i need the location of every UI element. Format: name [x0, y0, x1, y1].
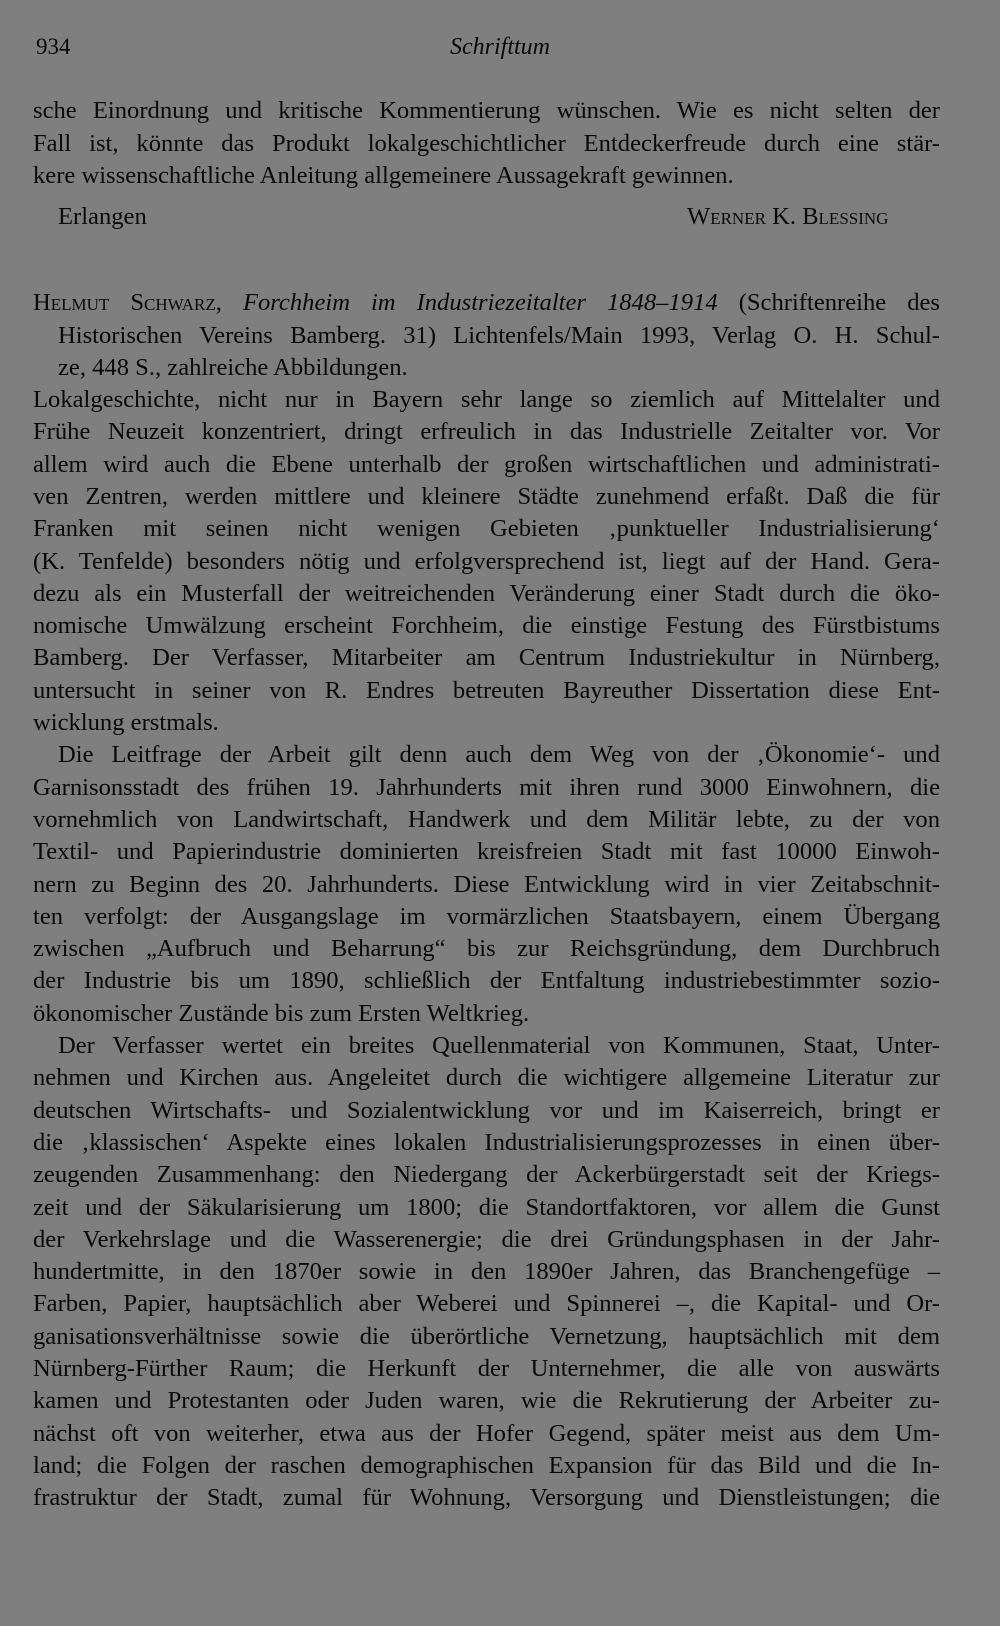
text-line: Der Verfasser wertet ein breites Quellenmaterial von Kommunen, Staat, Unter- [58, 1032, 940, 1059]
text-line: die ‚klassischen‘ Aspekte eines lokalen Industrialisierungsprozesses in einen über- [33, 1128, 940, 1156]
text-line: ökonomischer Zustände bis zum Ersten Weltkrieg. [33, 999, 530, 1027]
text-line: Bamberg. Der Verfasser, Mitarbeiter am Centrum Industriekultur in Nürnberg, [33, 644, 940, 672]
text-line: kere wissenschaftliche Anleitung allgemeinere Aussagekraft gewinnen. [33, 162, 734, 189]
text-line: Nürnberg-Fürther Raum; die Herkunft der Unternehmer, die alle von auswärts [33, 1355, 940, 1382]
text-line: untersucht in seiner von R. Endres betreuten Bayreuther Dissertation diese Ent- [33, 676, 940, 704]
text-line: wicklung erstmals. [33, 709, 219, 736]
reviewer-name: Werner K. Blessing [687, 203, 889, 230]
text-line: allem wird auch die Ebene unterhalb der großen wirtschaftlichen und administrati- [33, 450, 940, 478]
text-line: kamen und Protestanten oder Juden waren, wie die Rekrutierung der Arbeiter zu- [33, 1387, 940, 1415]
text-line: Franken mit seinen nicht wenigen Gebieten ‚punktueller Industrialisierung‘ [33, 515, 940, 543]
text-line: sche Einordnung und kritische Kommentierung wünschen. Wie es nicht selten der [33, 97, 940, 124]
text-line: hundertmitte, in den 1870er sowie in den 1890er Jahren, das Branchengefüge – [33, 1258, 940, 1286]
text-line: deutschen Wirtschafts- und Sozialentwicklung vor und im Kaiserreich, bringt er [33, 1096, 940, 1124]
entry-title: Forchheim im Industriezeitalter 1848–1914 [242, 289, 718, 316]
text-line: land; die Folgen der raschen demographischen Expansion für das Bild und die In- [33, 1451, 940, 1479]
bibliographic-entry [33, 288, 940, 318]
entry-line: ze, 448 S., zahlreiche Abbildungen. [58, 354, 408, 381]
text-line: zeugenden Zusammenhang: den Niedergang der Ackerbürgerstadt seit der Kriegs- [33, 1161, 940, 1189]
review-place: Erlangen [58, 203, 147, 230]
text-line: der Verkehrslage und die Wasserenergie; die drei Gründungsphasen in der Jahr- [33, 1225, 940, 1253]
text-line: nomische Umwälzung erscheint Forchheim, die einstige Festung des Fürstbistums [33, 612, 940, 640]
text-line: Farben, Papier, hauptsächlich aber Weberei und Spinnerei –, die Kapital- und Or- [33, 1290, 940, 1318]
text-line: frastruktur der Stadt, zumal für Wohnung, Versorgung und Dienstleistungen; die [33, 1484, 940, 1512]
running-title: Schrifttum [450, 34, 550, 60]
text-line: zeit und der Säkularisierung um 1800; die Standortfaktoren, vor allem die Gunst [33, 1193, 940, 1221]
text-line: vornehmlich von Landwirtschaft, Handwerk und dem Militär lebte, zu der von [33, 805, 940, 833]
text-line: zwischen „Aufbruch und Beharrung“ bis zur Reichsgründung, dem Durchbruch [33, 935, 940, 963]
text-line: Textil- und Papierindustrie dominierten kreisfreien Stadt mit fast 10000 Einwoh- [33, 838, 940, 866]
text-line: ven Zentren, werden mittlere und kleinere Städte zunehmend erfaßt. Daß die für [33, 482, 940, 510]
text-line: nehmen und Kirchen aus. Angeleitet durch die wichtigere allgemeine Literatur zur [33, 1064, 940, 1092]
text-line: nächst oft von weiterher, etwa aus der Hofer Gegend, später meist aus dem Um- [33, 1419, 940, 1447]
text-line: Garnisonsstadt des frühen 19. Jahrhunderts mit ihren rund 3000 Einwohnern, die [33, 773, 940, 801]
entry-series: (Schriftenreihe des [738, 289, 940, 316]
text-line: ganisationsverhältnisse sowie die überörtliche Vernetzung, hauptsächlich mit dem [33, 1322, 940, 1350]
entry-author: Helmut Schwarz, [33, 289, 222, 316]
text-line: dezu als ein Musterfall der weitreichenden Veränderung einer Stadt durch die öko- [33, 579, 940, 607]
text-line: Die Leitfrage der Arbeit gilt denn auch dem Weg von der ‚Ökonomie‘- und [58, 741, 940, 769]
text-line: ten verfolgt: der Ausgangslage im vormärzlichen Staatsbayern, einem Übergang [33, 902, 940, 930]
entry-line: Historischen Vereins Bamberg. 31) Lichtenfels/Main 1993, Verlag O. H. Schul- [58, 322, 940, 349]
text-line: (K. Tenfelde) besonders nötig und erfolgversprechend ist, liegt auf der Hand. Gera- [33, 547, 940, 575]
page-number: 934 [36, 34, 71, 59]
text-line: Frühe Neuzeit konzentriert, dringt erfreulich in das Industrielle Zeitalter vor. Vor [33, 418, 940, 446]
text-line: nern zu Beginn des 20. Jahrhunderts. Diese Entwicklung wird in vier Zeitabschnit- [33, 870, 940, 898]
text-line: Lokalgeschichte, nicht nur in Bayern sehr lange so ziemlich auf Mittelalter und [33, 386, 940, 413]
text-line: Fall ist, könnte das Produkt lokalgeschichtlicher Entdeckerfreude durch eine stär- [33, 130, 940, 157]
text-line: der Industrie bis um 1890, schließlich der Entfaltung industriebestimmter sozio- [33, 967, 940, 995]
